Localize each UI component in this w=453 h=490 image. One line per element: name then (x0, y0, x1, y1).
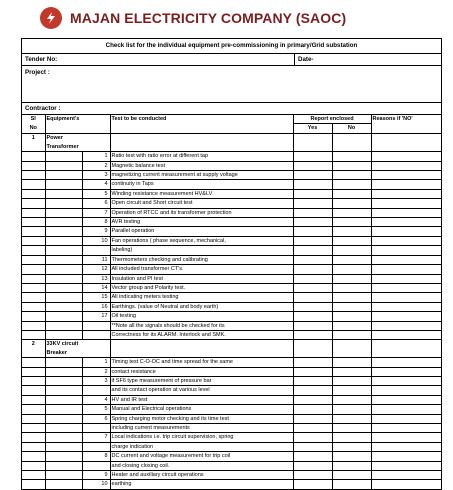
reason-cell[interactable] (371, 134, 441, 143)
tender-no-field[interactable]: Tender No: (22, 54, 295, 65)
test-number: 3 (82, 376, 110, 385)
yes-cell[interactable] (293, 433, 332, 442)
test-description: Parallel operation (110, 227, 293, 236)
yes-cell[interactable] (293, 424, 332, 433)
date-field[interactable]: Date- (298, 56, 314, 63)
test-number: 4 (82, 180, 110, 189)
reason-cell[interactable] (371, 143, 441, 152)
test-description: Earthings. (value of Neutral and body earth) (110, 302, 293, 311)
test-number: 7 (82, 208, 110, 217)
yes-cell[interactable] (293, 180, 332, 189)
reason-cell[interactable] (371, 152, 441, 161)
test-number: 3 (82, 171, 110, 180)
test-description: magnetizing current measurement at supply voltage (110, 171, 293, 180)
no-cell[interactable] (332, 208, 371, 217)
reason-cell[interactable] (371, 414, 441, 423)
section-row (22, 143, 441, 152)
yes-cell[interactable] (293, 171, 332, 180)
yes-cell[interactable] (293, 134, 332, 143)
test-description: contact resistance (110, 367, 293, 376)
test-description: Heater and auxiliary circuit operations (110, 471, 293, 480)
test-description: including current measurements (110, 424, 293, 433)
reason-cell[interactable] (371, 161, 441, 170)
table-row (22, 424, 441, 433)
reason-cell[interactable] (371, 405, 441, 414)
reason-cell[interactable] (371, 171, 441, 180)
yes-cell[interactable] (293, 405, 332, 414)
test-description: Open circuit and Short circuit test (110, 199, 293, 208)
no-cell[interactable] (332, 376, 371, 385)
test-number: 2 (82, 161, 110, 170)
reason-cell[interactable] (371, 340, 441, 349)
reason-cell[interactable] (371, 442, 441, 451)
reason-cell[interactable] (371, 255, 441, 264)
col-equipment: Equipment's (45, 115, 110, 124)
col-test: Test to be conducted (110, 115, 293, 124)
yes-cell[interactable] (293, 265, 332, 274)
section-equipment: Transformer (45, 143, 110, 152)
col-sl-no-2: No (29, 125, 37, 132)
table-row (22, 405, 441, 414)
no-cell[interactable] (332, 442, 371, 451)
col-no: No (332, 124, 371, 134)
no-cell[interactable] (332, 171, 371, 180)
reason-cell[interactable] (371, 471, 441, 480)
test-description: Magnetic balance test (110, 161, 293, 170)
table-row (22, 312, 441, 321)
section-equipment: Power (45, 134, 110, 143)
test-description: Oil testing (110, 312, 293, 321)
test-description: labeling) (110, 246, 293, 255)
no-cell[interactable] (332, 302, 371, 311)
reason-cell[interactable] (371, 480, 441, 489)
yes-cell[interactable] (293, 349, 332, 358)
reason-cell[interactable] (371, 367, 441, 376)
yes-cell[interactable] (293, 274, 332, 283)
reason-cell[interactable] (371, 293, 441, 302)
yes-cell[interactable] (293, 161, 332, 170)
no-cell[interactable] (332, 293, 371, 302)
test-number: 10 (82, 236, 110, 245)
table-row (22, 161, 441, 170)
test-description: **Note all the signals should be checked for its (110, 321, 293, 330)
no-cell[interactable] (332, 349, 371, 358)
yes-cell[interactable] (293, 461, 332, 470)
no-cell[interactable] (332, 471, 371, 480)
reason-cell[interactable] (371, 274, 441, 283)
reason-cell[interactable] (371, 321, 441, 330)
test-description: Timing test C-O-OC and time spread for the same (110, 358, 293, 367)
table-row (22, 199, 441, 208)
reason-cell[interactable] (371, 208, 441, 217)
header-row-1 (22, 115, 441, 124)
no-cell[interactable] (332, 358, 371, 367)
table-row (22, 274, 441, 283)
tender-row (22, 54, 441, 66)
section-sl-no: 2 (22, 340, 45, 349)
contractor-field[interactable]: Contractor : (22, 103, 441, 115)
test-description: HV and IR test (110, 395, 293, 404)
col-sl-no: Sl (30, 116, 36, 123)
test-number: 5 (82, 405, 110, 414)
no-cell[interactable] (332, 274, 371, 283)
yes-cell[interactable] (293, 283, 332, 292)
test-description: Spring charging motor checking and its time test (110, 414, 293, 423)
yes-cell[interactable] (293, 143, 332, 152)
no-cell[interactable] (332, 255, 371, 264)
yes-cell[interactable] (293, 208, 332, 217)
no-cell[interactable] (332, 283, 371, 292)
table-row (22, 180, 441, 189)
test-description: Operation of RTCC and its transformer protection (110, 208, 293, 217)
no-cell[interactable] (332, 424, 371, 433)
no-cell[interactable] (332, 265, 371, 274)
yes-cell[interactable] (293, 386, 332, 395)
table-row (22, 255, 441, 264)
table-row (22, 442, 441, 451)
yes-cell[interactable] (293, 199, 332, 208)
reason-cell[interactable] (371, 302, 441, 311)
no-cell[interactable] (332, 386, 371, 395)
table-row (22, 236, 441, 245)
no-cell[interactable] (332, 143, 371, 152)
col-report-enclosed: Report enclosed (293, 115, 371, 124)
test-number: 9 (82, 471, 110, 480)
test-number: 8 (82, 218, 110, 227)
col-reasons: Reasons if 'NO' (371, 115, 441, 124)
test-number: 2 (82, 367, 110, 376)
table-row (22, 189, 441, 198)
test-description: All included transformer CT's. (110, 265, 293, 274)
reason-cell[interactable] (371, 461, 441, 470)
test-description: Fan operations ( phase sequence, mechanical, (110, 236, 293, 245)
reason-cell[interactable] (371, 189, 441, 198)
no-cell[interactable] (332, 461, 371, 470)
test-number: 5 (82, 189, 110, 198)
test-number: 7 (82, 433, 110, 442)
test-number (82, 442, 110, 451)
no-cell[interactable] (332, 189, 371, 198)
checklist-form (21, 38, 442, 490)
section-equipment: 33KV circuit (45, 340, 110, 349)
test-number: 13 (82, 274, 110, 283)
test-description: AVR testing (110, 218, 293, 227)
table-row (22, 321, 441, 330)
page-header (40, 6, 346, 30)
section-equipment: Breaker (45, 349, 110, 358)
test-number: 1 (82, 152, 110, 161)
reason-cell[interactable] (371, 330, 441, 339)
yes-cell[interactable] (293, 414, 332, 423)
reason-cell[interactable] (371, 283, 441, 292)
table-row (22, 330, 441, 339)
no-cell[interactable] (332, 312, 371, 321)
test-number (82, 246, 110, 255)
test-number: 6 (82, 414, 110, 423)
reason-cell[interactable] (371, 395, 441, 404)
table-row (22, 293, 441, 302)
test-description: Thermometers checking and calibrating (110, 255, 293, 264)
lightning-icon (44, 11, 58, 25)
col-yes: Yes (293, 124, 332, 134)
reason-cell[interactable] (371, 433, 441, 442)
table-row (22, 152, 441, 161)
no-cell[interactable] (332, 152, 371, 161)
table-row (22, 395, 441, 404)
checklist-table (22, 115, 441, 490)
test-description: continuity in Taps (110, 180, 293, 189)
test-description: All indicating meters testing (110, 293, 293, 302)
test-description: Correctness for its ALARM. Interlock and SMK. (110, 330, 293, 339)
form-title: Check list for the individual equipment pre-commissioning in primary/Grid substation (22, 39, 441, 54)
test-description: DC current and voltage measurement for trip coil (110, 452, 293, 461)
yes-cell[interactable] (293, 236, 332, 245)
yes-cell[interactable] (293, 480, 332, 489)
no-cell[interactable] (332, 321, 371, 330)
test-number: 6 (82, 199, 110, 208)
no-cell[interactable] (332, 161, 371, 170)
table-row (22, 358, 441, 367)
test-number (82, 321, 110, 330)
company-logo (40, 7, 62, 29)
yes-cell[interactable] (293, 227, 332, 236)
test-description: Ratio test with ratio error at different tap (110, 152, 293, 161)
yes-cell[interactable] (293, 367, 332, 376)
test-number: 9 (82, 227, 110, 236)
no-cell[interactable] (332, 218, 371, 227)
test-description: Local indications i.e. trip circuit supervision, spring (110, 433, 293, 442)
company-name: MAJAN ELECTRICITY COMPANY (SAOC) (70, 10, 347, 26)
reason-cell[interactable] (371, 349, 441, 358)
reason-cell[interactable] (371, 312, 441, 321)
table-row (22, 480, 441, 489)
test-description: earthing (110, 480, 293, 489)
reason-cell[interactable] (371, 358, 441, 367)
yes-cell[interactable] (293, 340, 332, 349)
reason-cell[interactable] (371, 424, 441, 433)
yes-cell[interactable] (293, 395, 332, 404)
reason-cell[interactable] (371, 452, 441, 461)
test-description: Vector group and Polarity test. (110, 283, 293, 292)
test-description: Insulation and PI test (110, 274, 293, 283)
yes-cell[interactable] (293, 293, 332, 302)
no-cell[interactable] (332, 480, 371, 489)
test-number (82, 386, 110, 395)
header-row-2 (22, 124, 441, 134)
yes-cell[interactable] (293, 152, 332, 161)
table-row (22, 171, 441, 180)
table-row (22, 302, 441, 311)
no-cell[interactable] (332, 340, 371, 349)
reason-cell[interactable] (371, 246, 441, 255)
test-number: 17 (82, 312, 110, 321)
table-row (22, 218, 441, 227)
reason-cell[interactable] (371, 265, 441, 274)
test-number: 1 (82, 358, 110, 367)
test-number: 11 (82, 255, 110, 264)
test-number (82, 461, 110, 470)
yes-cell[interactable] (293, 376, 332, 385)
yes-cell[interactable] (293, 452, 332, 461)
reason-cell[interactable] (371, 199, 441, 208)
no-cell[interactable] (332, 227, 371, 236)
section-row (22, 340, 441, 349)
no-cell[interactable] (332, 134, 371, 143)
no-cell[interactable] (332, 246, 371, 255)
test-number (82, 424, 110, 433)
test-number: 16 (82, 302, 110, 311)
no-cell[interactable] (332, 330, 371, 339)
test-number: 4 (82, 395, 110, 404)
section-row (22, 134, 441, 143)
yes-cell[interactable] (293, 442, 332, 451)
test-description: Manual and Electrical operations (110, 405, 293, 414)
table-row (22, 433, 441, 442)
test-number: 10 (82, 480, 110, 489)
yes-cell[interactable] (293, 321, 332, 330)
test-number: 8 (82, 452, 110, 461)
yes-cell[interactable] (293, 330, 332, 339)
table-row (22, 367, 441, 376)
reason-cell[interactable] (371, 386, 441, 395)
reason-cell[interactable] (371, 180, 441, 189)
no-cell[interactable] (332, 433, 371, 442)
no-cell[interactable] (332, 414, 371, 423)
yes-cell[interactable] (293, 302, 332, 311)
project-field[interactable]: Project : (22, 66, 441, 103)
no-cell[interactable] (332, 199, 371, 208)
test-number: 12 (82, 265, 110, 274)
yes-cell[interactable] (293, 358, 332, 367)
table-row (22, 386, 441, 395)
section-row (22, 349, 441, 358)
table-row (22, 227, 441, 236)
test-description: charge indication (110, 442, 293, 451)
no-cell[interactable] (332, 180, 371, 189)
test-number (82, 330, 110, 339)
yes-cell[interactable] (293, 471, 332, 480)
table-row (22, 452, 441, 461)
test-number: 14 (82, 283, 110, 292)
reason-cell[interactable] (371, 376, 441, 385)
test-description: and closing closing coil. (110, 461, 293, 470)
test-description: Winding resistance measurement HV&LV (110, 189, 293, 198)
test-description: and its contact operation at various level (110, 386, 293, 395)
table-row (22, 246, 441, 255)
table-row (22, 414, 441, 423)
no-cell[interactable] (332, 367, 371, 376)
table-row (22, 265, 441, 274)
yes-cell[interactable] (293, 218, 332, 227)
yes-cell[interactable] (293, 189, 332, 198)
section-sl-no: 1 (31, 135, 35, 142)
no-cell[interactable] (332, 395, 371, 404)
no-cell[interactable] (332, 405, 371, 414)
reason-cell[interactable] (371, 236, 441, 245)
table-row (22, 461, 441, 470)
test-description: if SF6 type measurement of pressure bar (110, 376, 293, 385)
table-row (22, 376, 441, 385)
table-row (22, 283, 441, 292)
yes-cell[interactable] (293, 255, 332, 264)
reason-cell[interactable] (371, 218, 441, 227)
no-cell[interactable] (332, 236, 371, 245)
yes-cell[interactable] (293, 246, 332, 255)
table-row (22, 208, 441, 217)
reason-cell[interactable] (371, 227, 441, 236)
yes-cell[interactable] (293, 312, 332, 321)
no-cell[interactable] (332, 452, 371, 461)
table-row (22, 471, 441, 480)
test-number: 15 (82, 293, 110, 302)
